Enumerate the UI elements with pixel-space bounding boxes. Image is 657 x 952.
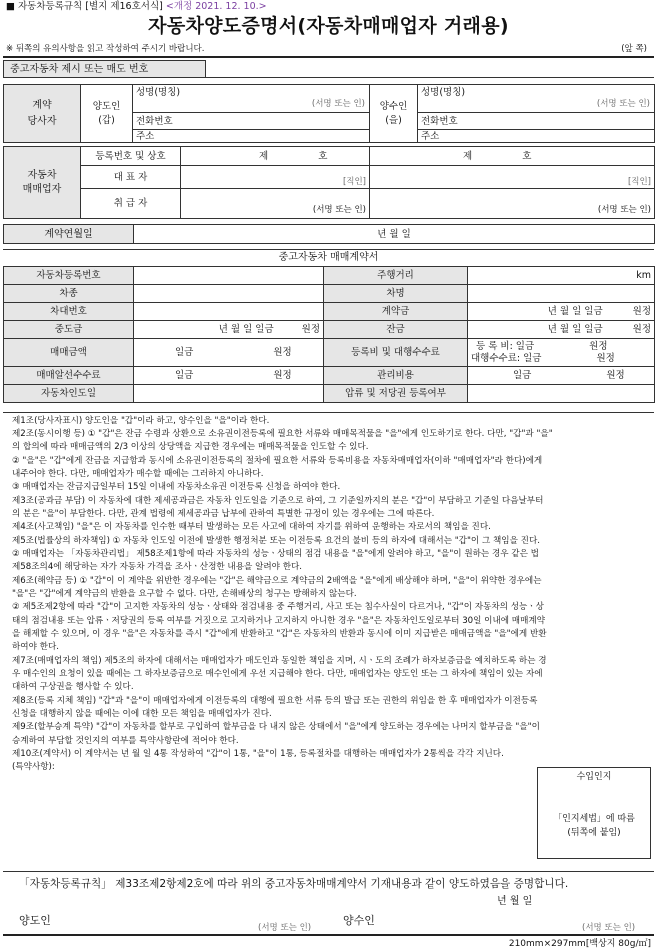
- article-line: (특약사항):: [12, 762, 55, 772]
- vehicle-number-field[interactable]: [206, 60, 654, 78]
- dealer-handler-label: 취 급 자: [81, 189, 181, 219]
- buyer-name-field[interactable]: 성명(명칭) (서명 또는 인): [418, 85, 655, 113]
- buyer-sign-note: (서명 또는 인): [596, 99, 650, 109]
- article-line: 제2조(동시이행 등) ① "갑"은 잔금 수령과 상환으로 소유권이전등록에 필요한 서류와 매매목적물을 "을"에게 인도하기로 한다. 다만, "갑"과 "을": [12, 429, 553, 439]
- footer-seller-sign[interactable]: (서명 또는 인): [258, 923, 312, 933]
- article-line: 을 해제할 수 있으며, 이 경우 "을"은 자동차를 즉시 "갑"에게 반환하고 "갑"은 자동차의 반환과 동시에 이미 지급받은 매매금액을 "을"에게 반환: [12, 629, 547, 639]
- stamp-line2: (뒤쪽에 붙임): [567, 828, 621, 838]
- article-line: ② 매매업자는 「자동차관리법」 제58조제1항에 따라 자동차의 성능ㆍ상태의 점검 내용을 "을"에게 알려야 하고, "을"이 원하는 경우 같은 법: [12, 549, 539, 559]
- article-line: ② 제5조제2항에 따라 "갑"이 고지한 자동차의 성능ㆍ상태와 점검내용 중 주행거리, 사고 또는 침수사실이 다르거나, "갑"이 자동차의 성능ㆍ상: [12, 602, 544, 612]
- vin-field[interactable]: [134, 303, 324, 321]
- article-line: 제8조(등록 지체 책임) "갑"과 "을"이 매매업자에게 이전등록의 대행에 필요한 서류 등의 발급 또는 권한의 위임을 한 후 매매업자가 이전등록: [12, 696, 538, 706]
- article-line: 의 분은 "을"이 부담한다. 다만, 관계 법령에 제세공과금 납부에 관하여 특별한 규정이 있는 경우에는 그에 따른다.: [12, 509, 435, 519]
- mgmt-label: 관리비용: [324, 367, 468, 385]
- article-line: 승계하여 부담할 것인지의 여부를 특약사항란에 적어야 한다.: [12, 736, 239, 746]
- article-line: 내주어야 한다. 다만, 매매업자가 매수할 때에는 그러하지 아니하다.: [12, 469, 264, 479]
- model-field[interactable]: [134, 285, 324, 303]
- article-line: 제10조(계약서) 이 계약서는 년 월 일 4통 작성하여 "갑"이 1통, "을"이 1통, 등록절차를 대행하는 매매업자가 2통씩을 각각 지닌다.: [12, 749, 504, 759]
- bottom-rule: [3, 934, 654, 936]
- article-line: 제3조(공과금 부담) 이 자동차에 대한 제세공과금은 자동차 인도일을 기준으로 하여, 그 기준일까지의 분은 "갑"이 부담하고 기준일 다음날부터: [12, 496, 544, 506]
- revenue-stamp-box: [537, 767, 651, 859]
- contract-date-table: [3, 224, 655, 244]
- model-label: 차종: [4, 285, 134, 303]
- article-line: 의 합의에 따라 매매금액의 2/3 이상의 상당액을 지급한 경우에는 매매목적물을 인도할 수 있다.: [12, 442, 369, 452]
- reg-fee-label: 등록비 및 대행수수료: [324, 339, 468, 367]
- dealer-rep-label: 대 표 자: [81, 166, 181, 189]
- article-line: 대하여 구상권을 행사할 수 있다.: [12, 682, 134, 692]
- special-terms-field[interactable]: [6, 776, 526, 866]
- car-name-field[interactable]: [468, 285, 655, 303]
- article-line: 제1조(당사자표시) 양도인을 "갑"이라 하고, 양수인을 "을"이라 한다.: [12, 416, 270, 426]
- instruction-note: ※ 뒤쪽의 유의사항을 읽고 작성하여 주시기 바랍니다.: [6, 44, 205, 54]
- contract-table: [3, 266, 655, 403]
- middle-payment-field[interactable]: 년 월 일 일금 원정: [134, 321, 324, 339]
- dealer-table: [3, 146, 655, 219]
- mgmt-field[interactable]: 일금 원정: [468, 367, 655, 385]
- contract-date-label: 계약연월일: [4, 225, 134, 244]
- seller-sign-note: (서명 또는 인): [311, 99, 365, 109]
- seller-phone-field[interactable]: 전화번호: [133, 113, 370, 130]
- deposit-field[interactable]: 년 월 일 일금 원정: [468, 303, 655, 321]
- paper-spec: 210mm×297mm[백상지 80g/㎡]: [508, 939, 651, 949]
- article-line: 제5조(법률상의 하자책임) ① 자동차 인도일 이전에 발생한 행정처분 또는 이전등록 요건의 불비 등의 하자에 대해서는 "갑"이 그 책임을 진다.: [12, 536, 540, 546]
- article-line: 제7조(매매업자의 책임) 제5조의 하자에 대해서는 매매업자가 매도인과 동일한 책임을 지며, 시ㆍ도의 조례가 하자보증금을 예치하도록 하는 경: [12, 656, 547, 666]
- parties-label: 계약 당사자: [4, 85, 81, 143]
- footer-seller-label: 양도인: [19, 914, 51, 927]
- balance-field[interactable]: 년 월 일 일금 원정: [468, 321, 655, 339]
- price-label: 매매금액: [4, 339, 134, 367]
- dealer-reg-field-1[interactable]: 제 호: [181, 147, 370, 166]
- seller-name-field[interactable]: 성명(명칭) (서명 또는 인): [133, 85, 370, 113]
- article-line: ② "을"은 "갑"에게 잔금을 지급함과 동시에 소유권이전등록의 절차에 필요한 서류와 등록비용을 자동차매매업자(이하 "매매업자"라 한다)에게: [12, 456, 543, 466]
- lien-label: 압류 및 저당권 등록여부: [324, 385, 468, 403]
- top-rule: [3, 56, 654, 58]
- article-line: 태의 점검내용 또는 압류ㆍ저당권의 등록 여부를 거짓으로 고지하거나 고지하지 아니한 경우 "을"은 자동차인도일로부터 30일 이내에 매매계약: [12, 616, 546, 626]
- dealer-rep-field-1[interactable]: [직인]: [181, 166, 370, 189]
- article-line: 제6조(해약금 등) ① "갑"이 이 계약을 위반한 경우에는 "갑"은 해약금으로 계약금의 2배액을 "을"에게 배상해야 하며, "을"이 위약한 경우에는: [12, 576, 542, 586]
- dealer-handler-field-2[interactable]: (서명 또는 인): [370, 189, 655, 219]
- dealer-reg-label: 등록번호 및 상호: [81, 147, 181, 166]
- buyer-phone-field[interactable]: 전화번호: [418, 113, 655, 130]
- reg-fee-field[interactable]: 등 록 비: 일금 원정 대행수수료: 일금 원정: [468, 339, 655, 367]
- footer-buyer-sign[interactable]: (서명 또는 인): [582, 923, 636, 933]
- seller-address-field[interactable]: 주소: [133, 130, 370, 143]
- seller-label: 양도인 (갑): [81, 85, 133, 143]
- article-line: 신청을 대행하지 않을 때에는 이에 대한 모든 책임을 매매업자가 진다.: [12, 709, 272, 719]
- dealer-reg-field-2[interactable]: 제 호: [370, 147, 655, 166]
- dealer-label: 자동차 매매업자: [4, 147, 81, 219]
- contract-date-field[interactable]: 년 월 일: [134, 225, 655, 244]
- deposit-label: 계약금: [324, 303, 468, 321]
- reg-no-label: 자동차등록번호: [4, 267, 134, 285]
- brokerage-label: 매매알선수수료: [4, 367, 134, 385]
- form-info: ■ 자동차등록규칙 [별지 제16호서식] <개정 2021. 12. 10.>: [6, 1, 267, 12]
- page-side: (앞 쪽): [621, 44, 647, 54]
- mileage-field[interactable]: km: [468, 267, 655, 285]
- certify-date[interactable]: 년 월 일: [497, 896, 533, 907]
- dealer-handler-field-1[interactable]: (서명 또는 인): [181, 189, 370, 219]
- article-line: ③ 매매업자는 잔금지급일부터 15일 이내에 자동차소유권 이전등록 신청을 하여야 한다.: [12, 482, 341, 492]
- lien-field[interactable]: [468, 385, 655, 403]
- contract-heading: 중고자동차 매매계약서: [3, 249, 654, 266]
- stamp-line1: 「인지세법」에 따름: [553, 814, 635, 824]
- mileage-label: 주행거리: [324, 267, 468, 285]
- vehicle-number-label: 중고자동차 제시 또는 매도 번호: [3, 60, 206, 78]
- price-field[interactable]: 일금 원정: [134, 339, 324, 367]
- article-line: "을"은 "갑"에게 계약금의 반환을 요구할 수 없다. 다만, 손해배상의 청구는 방해하지 않는다.: [12, 589, 357, 599]
- dealer-rep-field-2[interactable]: [직인]: [370, 166, 655, 189]
- stamp-title: 수입인지: [576, 772, 612, 782]
- middle-payment-label: 중도금: [4, 321, 134, 339]
- article-line: 우 매수인의 요청이 있을 때에는 그 하자보증금으로 매수인에게 우선 지급해야 한다. 다만, 매매업자는 양도인 또는 그 하자에 책임이 있는 자에: [12, 669, 543, 679]
- delivery-label: 자동차인도일: [4, 385, 134, 403]
- certify-text: 「자동차등록규칙」 제33조제2항제2호에 따라 위의 중고자동차매매계약서 기재내용과 같이 양도하였음을 증명합니다.: [19, 878, 569, 890]
- article-line: 제4조(사고책임) "을"은 이 자동차를 인수한 때부터 발생하는 모든 사고에 대하여 자기를 위하여 운행하는 자로서의 책임을 진다.: [12, 522, 491, 532]
- page-title: 자동차양도증명서(자동차매매업자 거래용): [148, 15, 509, 37]
- brokerage-field[interactable]: 일금 원정: [134, 367, 324, 385]
- buyer-label: 양수인 (을): [370, 85, 418, 143]
- article-line: 제9조(할부승계 특약) "갑"이 자동차를 할부로 구입하여 할부금을 다 내지 않은 상태에서 "을"에게 양도하는 경우에는 나머지 할부금을 "을"이: [12, 722, 540, 732]
- reg-no-field[interactable]: [134, 267, 324, 285]
- vin-label: 차대번호: [4, 303, 134, 321]
- parties-table: [3, 84, 655, 143]
- article-line: 제58조의4에 해당하는 자가 자동차 가격을 조사ㆍ산정한 내용을 알려야 한다.: [12, 562, 303, 572]
- buyer-address-field[interactable]: 주소: [418, 130, 655, 143]
- car-name-label: 차명: [324, 285, 468, 303]
- revision-date: <개정 2021. 12. 10.>: [165, 1, 267, 12]
- delivery-field[interactable]: [134, 385, 324, 403]
- article-line: 하여야 한다.: [12, 642, 59, 652]
- footer-buyer-label: 양수인: [343, 914, 375, 927]
- balance-label: 잔금: [324, 321, 468, 339]
